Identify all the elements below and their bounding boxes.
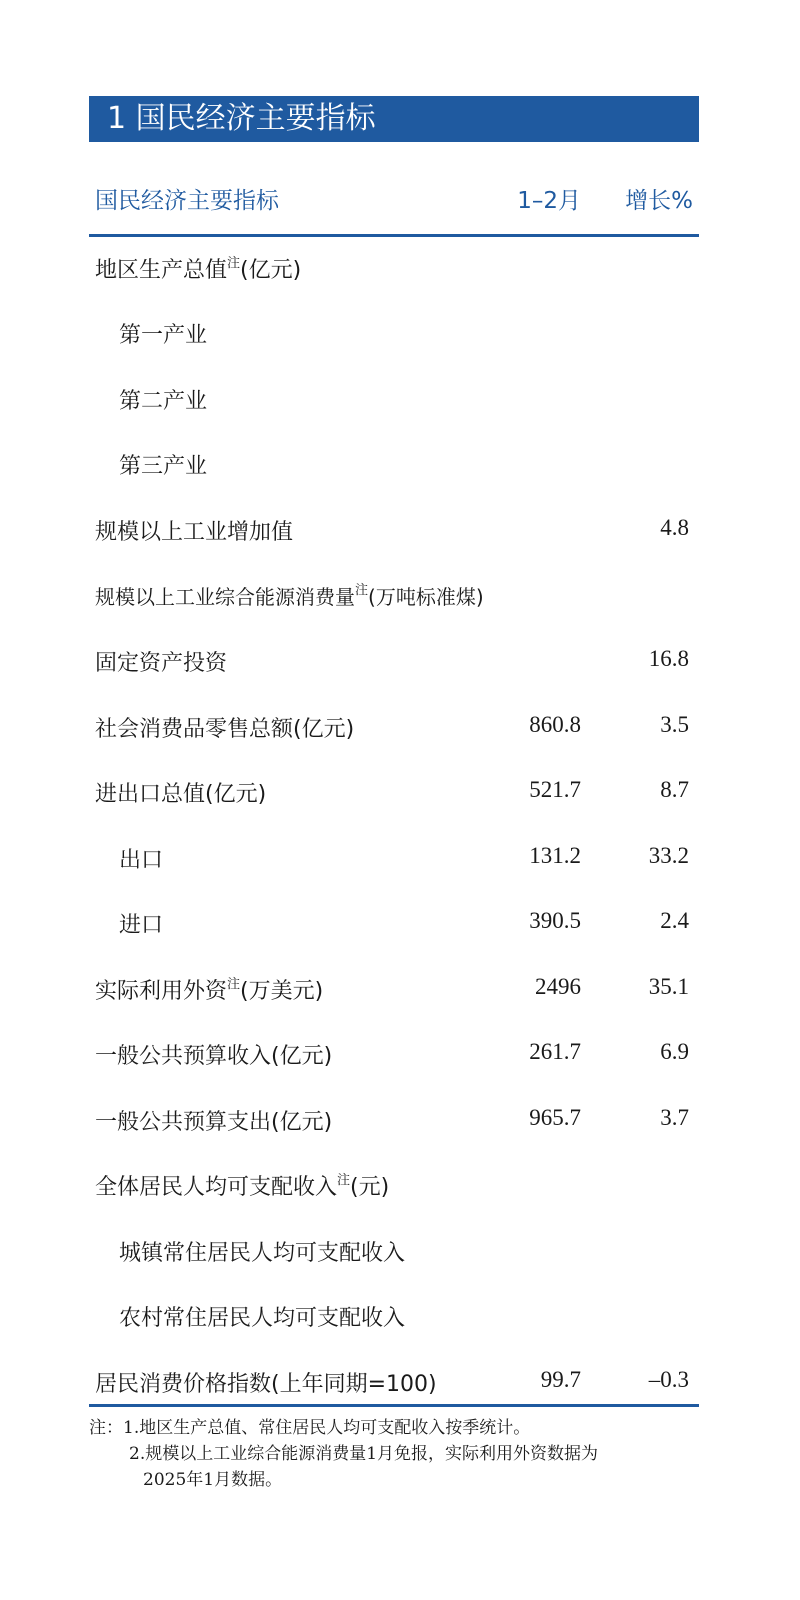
footnote-2: 2.规模以上工业综合能源消费量1月免报，实际利用外资数据为 xyxy=(129,1444,599,1464)
row-growth: –0.3 xyxy=(648,1367,689,1392)
row-value: 131.2 xyxy=(529,843,581,868)
row-value: 965.7 xyxy=(529,1105,581,1130)
row-value: 261.7 xyxy=(529,1039,581,1064)
footnote-1: 注：1.地区生产总值、常住居民人均可支配收入按季统计。 xyxy=(89,1418,531,1438)
row-value: 860.8 xyxy=(529,712,581,737)
row-label: 第二产业 xyxy=(119,389,208,414)
header-period: 1–2月 xyxy=(517,188,581,214)
row-label: 规模以上工业增加值 xyxy=(95,520,294,545)
row-label: 出口 xyxy=(119,848,164,873)
table-row xyxy=(89,837,699,877)
row-label: 规模以上工业综合能源消费量$^注$(万吨标准煤) xyxy=(95,583,484,609)
row-label: 固定资产投资 xyxy=(95,651,228,676)
table-row xyxy=(89,640,699,680)
table-row xyxy=(89,247,699,287)
table-row xyxy=(89,378,699,418)
row-label: 全体居民人均可支配收入$^注$(元) xyxy=(95,1173,390,1200)
row-label: 第一产业 xyxy=(119,323,208,348)
table-row xyxy=(89,1295,699,1335)
row-value: 521.7 xyxy=(529,777,581,802)
row-growth: 8.7 xyxy=(660,777,689,802)
row-growth: 35.1 xyxy=(648,974,689,999)
table-row xyxy=(89,575,699,615)
row-growth: 3.7 xyxy=(660,1105,689,1130)
row-label: 一般公共预算收入(亿元) xyxy=(95,1044,333,1069)
table-row xyxy=(89,1230,699,1270)
row-growth: 3.5 xyxy=(660,712,689,737)
row-growth: 33.2 xyxy=(648,843,689,868)
table-row xyxy=(89,771,699,811)
row-value: 2496 xyxy=(535,974,581,999)
row-label: 地区生产总值$^注$(亿元) xyxy=(95,256,302,283)
header-indicator: 国民经济主要指标 xyxy=(95,188,279,214)
row-value: 99.7 xyxy=(540,1367,581,1392)
row-label: 进出口总值(亿元) xyxy=(95,782,267,807)
footnote-2-continued: 2025年1月数据。 xyxy=(143,1470,283,1490)
footnotes xyxy=(89,1415,709,1493)
row-label: 实际利用外资$^注$(万美元) xyxy=(95,977,324,1004)
row-label: 进口 xyxy=(119,913,164,938)
table-row xyxy=(89,312,699,352)
row-growth: 2.4 xyxy=(660,908,689,933)
table-row xyxy=(89,443,699,483)
row-label: 一般公共预算支出(亿元) xyxy=(95,1110,333,1135)
table-row xyxy=(89,509,699,549)
section-title: 1 国民经济主要指标 xyxy=(89,96,699,142)
table-row xyxy=(89,1099,699,1139)
footer-rule xyxy=(89,1404,699,1407)
row-label: 居民消费价格指数(上年同期=100) xyxy=(95,1372,437,1397)
row-label: 第三产业 xyxy=(119,454,208,479)
table-row xyxy=(89,968,699,1008)
table-row xyxy=(89,706,699,746)
row-growth: 16.8 xyxy=(648,646,689,671)
row-value: 390.5 xyxy=(529,908,581,933)
row-label: 社会消费品零售总额(亿元) xyxy=(95,717,355,742)
table-row xyxy=(89,902,699,942)
row-growth: 4.8 xyxy=(660,515,689,540)
table-row xyxy=(89,1033,699,1073)
header-growth: 增长% xyxy=(625,188,693,214)
row-label: 农村常住居民人均可支配收入 xyxy=(119,1306,406,1331)
row-label: 城镇常住居民人均可支配收入 xyxy=(119,1241,406,1266)
row-growth: 6.9 xyxy=(660,1039,689,1064)
header-rule xyxy=(89,234,699,237)
table-row xyxy=(89,1164,699,1204)
table-row xyxy=(89,1361,699,1401)
table-header xyxy=(89,170,699,234)
